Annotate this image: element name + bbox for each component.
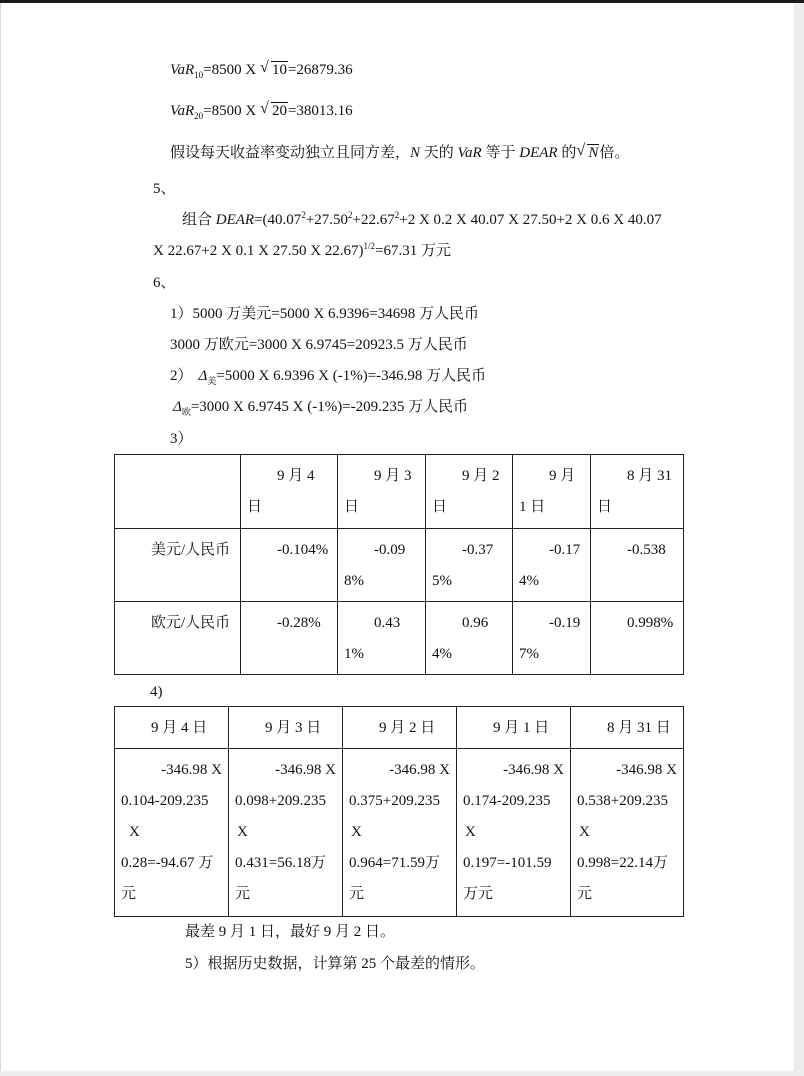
sqrt-symbol: √ 10 bbox=[259, 59, 287, 78]
sqrt-argument: 20 bbox=[271, 103, 287, 119]
cell-line: 0.104-209.235 bbox=[121, 793, 209, 809]
var-symbol: VaR bbox=[457, 145, 482, 161]
table-row bbox=[115, 529, 684, 602]
var-subscript: 20 bbox=[194, 111, 204, 121]
n-symbol: N bbox=[410, 145, 421, 161]
table-header-cell: 9 月 4 日 bbox=[115, 707, 229, 749]
var-subscript: 10 bbox=[194, 70, 204, 80]
text: +27.50 bbox=[305, 212, 349, 228]
superscript: 2 bbox=[394, 210, 400, 220]
var10-formula bbox=[170, 61, 353, 79]
text: =(40.07 bbox=[254, 212, 302, 228]
table-header-cell bbox=[115, 455, 241, 529]
exchange-rate-change-table bbox=[114, 454, 684, 675]
table-cell: 0.998% bbox=[591, 602, 684, 675]
table-header-cell: 9 月 1 日 bbox=[457, 707, 571, 749]
cell-line: -346.98 X bbox=[161, 762, 222, 778]
row-label: 欧元/人民币 bbox=[115, 602, 241, 675]
text: 组合 bbox=[182, 212, 216, 228]
dear-symbol: DEAR bbox=[519, 145, 558, 161]
cell-line: X bbox=[465, 824, 476, 840]
part-5-line: 5）根据历史数据，计算第 25 个最差的情形。 bbox=[185, 956, 486, 972]
conclusion-line: 最差 9 月 1 日，最好 9 月 2 日。 bbox=[185, 924, 396, 940]
superscript: 2 bbox=[301, 210, 306, 220]
part-1-usd: 1）5000 万美元=5000 X 6.9396=34698 万人民币 bbox=[170, 306, 480, 322]
delta-symbol: Δ bbox=[198, 368, 208, 384]
cell-line: X bbox=[129, 824, 140, 840]
cell-line: 0.098+209.235 bbox=[235, 793, 326, 809]
table-cell: -0.174% bbox=[513, 529, 591, 602]
table-header-cell: 8 月 31 日 bbox=[571, 707, 684, 749]
dear-symbol: DEAR bbox=[215, 212, 255, 228]
part-2-delta-usd bbox=[170, 367, 486, 385]
cell-line: 0.431=56.18万元 bbox=[235, 855, 326, 902]
table-cell: -0.28% bbox=[241, 602, 338, 675]
table-header-cell: 9 月 4 日 bbox=[241, 455, 338, 529]
part-3-label: 3） bbox=[170, 431, 193, 447]
question-5-label: 5、 bbox=[153, 181, 176, 197]
table-cell bbox=[229, 749, 343, 917]
text: 2） bbox=[170, 368, 193, 384]
table-header-cell: 9 月 3 日 bbox=[338, 455, 426, 529]
sqrt-argument: 10 bbox=[271, 62, 287, 78]
sqrt-symbol: √ N bbox=[576, 142, 599, 161]
text: +22.67 bbox=[352, 212, 395, 228]
formula-text: =8500 X bbox=[203, 103, 260, 119]
table-cell: 0.431% bbox=[338, 602, 426, 675]
part-2-delta-eur bbox=[173, 398, 468, 416]
cell-line: -346.98 X bbox=[503, 762, 564, 778]
delta-symbol: Δ bbox=[173, 399, 182, 415]
text: 倍。 bbox=[599, 145, 630, 161]
table-cell: -0.098% bbox=[338, 529, 426, 602]
table-row bbox=[115, 749, 684, 917]
window-top-bar bbox=[0, 0, 804, 3]
cell-line: -346.98 X bbox=[616, 762, 677, 778]
text: =67.31 万元 bbox=[375, 243, 452, 259]
table-row bbox=[115, 602, 684, 675]
table-cell bbox=[571, 749, 684, 917]
formula-text: =8500 X bbox=[203, 62, 260, 78]
text: 等于 bbox=[481, 145, 520, 161]
cell-line: 0.964=71.59万元 bbox=[349, 855, 440, 902]
part-1-eur: 3000 万欧元=3000 X 6.9745=20923.5 万人民币 bbox=[170, 337, 468, 353]
cell-line: -346.98 X bbox=[275, 762, 336, 778]
cell-line: 0.538+209.235 bbox=[577, 793, 668, 809]
delta-subscript: 美 bbox=[207, 376, 217, 386]
cell-line: 0.998=22.14万元 bbox=[577, 855, 668, 902]
table-cell: -0.375% bbox=[426, 529, 513, 602]
delta-subscript: 欧 bbox=[181, 407, 191, 417]
table-header-cell: 9 月 1 日 bbox=[513, 455, 591, 529]
table-header-cell: 9 月 2 日 bbox=[343, 707, 457, 749]
cell-line: X bbox=[237, 824, 248, 840]
superscript: 1/2 bbox=[363, 241, 376, 251]
text: 天的 bbox=[420, 145, 458, 161]
table-cell: -0.104% bbox=[241, 529, 338, 602]
text: =3000 X 6.9745 X (-1%)=-209.235 万人民币 bbox=[190, 399, 469, 415]
var20-formula bbox=[170, 102, 353, 120]
superscript: 2 bbox=[348, 210, 353, 220]
text: 假设每天收益率变动独立且同方差， bbox=[170, 145, 411, 161]
cell-line: X bbox=[579, 824, 590, 840]
cell-line: 0.174-209.235 bbox=[463, 793, 551, 809]
portfolio-pnl-table bbox=[114, 706, 684, 917]
cell-line: 0.28=-94.67 万元 bbox=[121, 855, 214, 902]
formula-result: =38013.16 bbox=[287, 103, 353, 119]
table-header-cell: 9 月 3 日 bbox=[229, 707, 343, 749]
table-header-row bbox=[115, 455, 684, 529]
page-left-edge bbox=[0, 3, 1, 1076]
table-header-cell: 9 月 2 日 bbox=[426, 455, 513, 529]
var-symbol: VaR bbox=[170, 62, 195, 78]
table-cell bbox=[457, 749, 571, 917]
cell-line: 0.375+209.235 bbox=[349, 793, 440, 809]
text: X 22.67+2 X 0.1 X 27.50 X 22.67) bbox=[153, 243, 364, 259]
cell-line: X bbox=[351, 824, 362, 840]
cell-line: 0.197=-101.59 万元 bbox=[463, 855, 552, 902]
table-cell: 0.964% bbox=[426, 602, 513, 675]
table-cell: -0.197% bbox=[513, 602, 591, 675]
text: +2 X 0.2 X 40.07 X 27.50+2 X 0.6 X 40.07 bbox=[399, 212, 662, 228]
combo-dear-line-2 bbox=[153, 242, 451, 260]
sqrt-argument: N bbox=[588, 145, 599, 161]
question-6-label: 6、 bbox=[153, 275, 176, 291]
text: =5000 X 6.9396 X (-1%)=-346.98 万人民币 bbox=[216, 368, 487, 384]
row-label: 美元/人民币 bbox=[115, 529, 241, 602]
page-right-edge bbox=[794, 3, 804, 1076]
table-cell bbox=[115, 749, 229, 917]
text: 的 bbox=[557, 145, 577, 161]
table-cell: -0.538 bbox=[591, 529, 684, 602]
formula-result: =26879.36 bbox=[287, 62, 353, 78]
page-bottom-edge bbox=[0, 1071, 804, 1076]
assumption-paragraph bbox=[170, 144, 629, 162]
table-cell bbox=[343, 749, 457, 917]
sqrt-symbol: √ 20 bbox=[259, 100, 287, 119]
var-symbol: VaR bbox=[170, 103, 195, 119]
table-header-row bbox=[115, 707, 684, 749]
table-header-cell: 8 月 31 日 bbox=[591, 455, 684, 529]
part-4-label: 4) bbox=[150, 684, 163, 700]
cell-line: -346.98 X bbox=[389, 762, 450, 778]
combo-dear-line-1 bbox=[182, 211, 662, 229]
